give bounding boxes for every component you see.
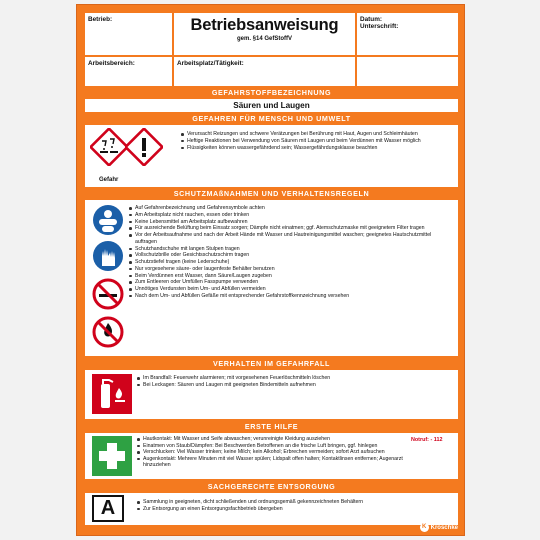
band-erste-hilfe: ERSTE HILFE (244, 422, 299, 431)
brand-name: Kroschke (430, 524, 458, 531)
first-aid-icon (92, 436, 132, 476)
notruf-label: Notruf: - 112 (411, 437, 443, 443)
list-item: Schutzstiefel tragen (keine Lederschuhe) (129, 259, 453, 266)
band-schutz: SCHUTZMAßNAHMEN UND VERHALTENSREGELN (173, 189, 370, 198)
list-item: Schutzhandschuhe mit langen Stulpen tragen (129, 246, 453, 253)
band-gefahrstoff: GEFAHRSTOFFBEZEICHNUNG (211, 88, 332, 97)
title-cell (174, 13, 355, 55)
betrieb-cell[interactable] (85, 13, 172, 55)
page-title: Betriebsanweisung (190, 16, 339, 34)
disposal-a-icon: A (92, 495, 124, 522)
erste-hilfe-panel (85, 433, 458, 479)
eye-protection-icon (92, 204, 124, 236)
verhalten-list (137, 375, 453, 389)
band-verhalten: VERHALTEN IM GEFAHRFALL (212, 359, 331, 368)
header-empty-cell[interactable] (357, 57, 458, 86)
entsorgung-list (137, 499, 453, 513)
list-item: Zum Entleeren oder Umfüllen Fasspumpe verwenden (129, 279, 453, 286)
betrieb-label: Betrieb: (88, 16, 113, 23)
substance-name: Säuren und Laugen (85, 99, 458, 112)
brand-logo (420, 523, 458, 532)
entsorgung-panel (85, 493, 458, 525)
gefahren-list (181, 131, 453, 151)
datum-cell[interactable] (357, 13, 458, 55)
erste-hilfe-list (137, 436, 409, 469)
arbeitsplatz-cell[interactable] (174, 57, 355, 86)
list-item: Unnötiges Verdunsten beim Um- und Abfüllen vermeiden (129, 286, 453, 293)
kroschke-logo-icon: K (420, 523, 429, 532)
list-item: Flüssigkeiten können wassergefährdend sein; Wassergefährdungsklasse beachten (181, 145, 453, 152)
list-item: Auf Gefahrenbezeichnung und Gefahrensymbole achten (129, 205, 453, 212)
list-item: Hautkontakt: Mit Wasser und Seife abwaschen; verunreinigte Kleidung ausziehen (137, 436, 409, 443)
list-item: Verursacht Reizungen und schwere Verätzungen bei Berührung mit Haut, Augen und Schleimhäuten (181, 131, 453, 138)
page-subtitle: gem. §14 GefStoffV (236, 36, 292, 42)
list-item: Vollschutzbrille oder Gesichtsschutzschirm tragen (129, 252, 453, 259)
gloves-icon (92, 240, 124, 272)
list-item: Für ausreichende Belüftung beim Einsatz sorgen; Dämpfe nicht einatmen; ggf. Atemschutzmaske mit geeignetem Filter tragen (129, 225, 453, 232)
schutz-panel (85, 200, 458, 356)
list-item: Vor der Arbeitsaufnahme und nach der Arbeit Hände mit Wasser und Hautreinigungsmittel waschen; geeignetes Hautschutzmittel auftragen (129, 232, 453, 246)
no-open-flame-icon (92, 316, 124, 348)
gefahren-panel (85, 125, 458, 187)
list-item: Keine Lebensmittel am Arbeitsplatz aufbewahren (129, 219, 453, 226)
no-smoking-icon (92, 278, 124, 310)
list-item: Verschlucken: Viel Wasser trinken; keine Milch; kein Alkohol; Erbrechen vermeiden; sofort Arzt aufsuchen (137, 449, 409, 456)
betriebsanweisung-sheet (76, 4, 465, 536)
schutz-list (129, 205, 453, 300)
band-gefahren: GEFAHREN FÜR MENSCH UND UMWELT (192, 114, 351, 123)
list-item: Im Brandfall: Feuerwehr alarmieren; mit vorgesehenen Feuerlöschmitteln löschen (137, 375, 453, 382)
list-item: Beim Verdünnen erst Wasser, dann Säure/Laugen zugeben (129, 273, 453, 280)
list-item: Heftige Reaktionen bei Verwendung von Säuren mit Laugen und beim Verdünnen mit Wasser möglich (181, 138, 453, 145)
verhalten-panel (85, 370, 458, 419)
list-item: Bei Leckagen: Säuren und Laugen mit geeigneten Bindemitteln aufnehmen (137, 382, 453, 389)
list-item: Nur vorgesehene säure- oder laugenfeste Behälter benutzen (129, 266, 453, 273)
list-item: Nach dem Um- und Abfüllen Gefäße mit entsprechender Gefahrstoffkennzeichnung versehen (129, 293, 453, 300)
arbeitsplatz-label: Arbeitsplatz/Tätigkeit: (177, 60, 244, 67)
fire-extinguisher-icon (92, 374, 132, 414)
list-item: Augenkontakt: Mehrere Minuten mit viel Wasser spülen; Lidspalt offen halten; Kontaktlinsen entfernen; Augenarzt hinzuziehen (137, 456, 409, 469)
band-entsorgung: SACHGERECHTE ENTSORGUNG (207, 482, 336, 491)
datum-label: Datum: (360, 16, 383, 23)
arbeitsbereich-label: Arbeitsbereich: (88, 60, 135, 67)
list-item: Einatmen von Staub/Dämpfen: Bei Beschwerden Betroffenen an die frische Luft bringen, ggf. hinlegen (137, 443, 409, 450)
arbeitsbereich-cell[interactable] (85, 57, 172, 86)
list-item: Zur Entsorgung an einen Entsorgungsfachbetrieb übergeben (137, 506, 453, 513)
ghs-exclamation-icon (125, 128, 163, 166)
ghs-corrosive-icon (90, 128, 128, 166)
list-item: Sammlung in geeigneten, dicht schließenden und ordnungsgemäß gekennzeichneten Behältern (137, 499, 453, 506)
unterschrift-label: Unterschrift: (360, 23, 399, 30)
list-item: Am Arbeitsplatz nicht rauchen, essen oder trinken (129, 212, 453, 219)
signal-word: Gefahr (99, 177, 119, 183)
